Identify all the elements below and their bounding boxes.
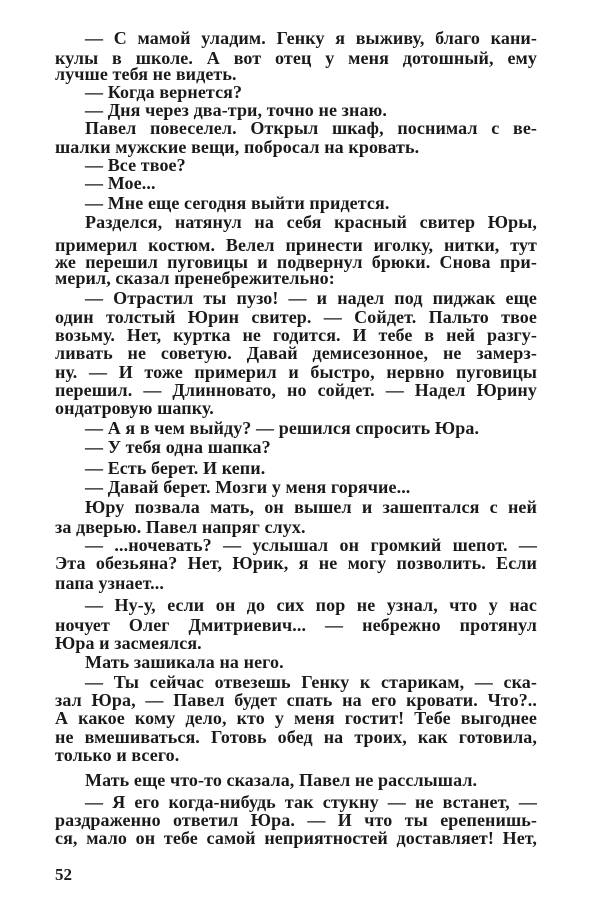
text-line: ливать не советую. Давай демисезонное, не замерз- [55, 343, 537, 363]
text-line: ся, мало он тебе самой неприятностей доставляет! Нет, [55, 828, 537, 848]
text-line: папа узнает... [55, 573, 164, 593]
text-line: — Отрастил ты пузо! — и надел под пиджак еще [85, 288, 537, 308]
text-line: зал Юра, — Павел будет спать на его кровати. Что?.. [55, 690, 537, 710]
text-line: ночует Олег Дмитриевич... — небрежно протянул [55, 615, 537, 635]
text-line: шалки мужские вещи, побросал на кровать. [55, 137, 420, 157]
text-line: — Я его когда-нибудь так стукну — не встанет, — [85, 792, 537, 812]
text-line: Мать зашикала на него. [85, 652, 284, 672]
text-line: — Все твое? [85, 155, 186, 175]
text-line: А какое кому дело, кто у меня гостит! Тебе выгоднее [55, 708, 537, 728]
text-line: — ...ночевать? — услышал он громкий шепот. — [85, 535, 537, 555]
text-line: же перешил пуговицы и подвернул брюки. Снова при- [55, 252, 537, 272]
text-line: кулы в школе. А вот отец у меня дотошный, ему [55, 48, 537, 68]
text-line: — С мамой уладим. Генку я выживу, благо кани- [85, 28, 537, 48]
text-line: возьму. Нет, куртка не годится. И тебе в ней разгу- [55, 325, 537, 345]
text-line: — Давай берет. Мозги у меня горячие... [85, 477, 411, 497]
text-line: только и всего. [55, 745, 180, 765]
text-line: — Ты сейчас отвезешь Генку к старикам, — ска- [85, 672, 537, 692]
text-line: примерил костюм. Велел принести иголку, нитки, тут [55, 235, 537, 255]
text-line: Павел повеселел. Открыл шкаф, поснимал с ве- [85, 118, 537, 138]
text-line: Юру позвала мать, он вышел и зашептался с ней [85, 497, 537, 517]
text-line: раздраженно ответил Юра. — И что ты ерепенишь- [55, 810, 537, 830]
text-line: — Дня через два-три, точно не знаю. [85, 100, 388, 120]
text-line: — У тебя одна шапка? [85, 437, 271, 457]
text-line: — Когда вернется? [85, 82, 243, 102]
text-line: Юра и засмеялся. [55, 633, 202, 653]
text-line: — Есть берет. И кепи. [85, 458, 266, 478]
text-line: мерил, сказал пренебрежительно: [55, 268, 335, 288]
text-line: перешил. — Длинновато, но сойдет. — Надел Юрину [55, 380, 537, 400]
text-line: ондатровую шапку. [55, 398, 214, 418]
text-line: Разделся, натянул на себя красный свитер Юры, [85, 212, 537, 232]
page-number: 52 [55, 865, 72, 884]
text-line: Эта обезьяна? Нет, Юрик, я не могу позволить. Если [55, 553, 537, 573]
text-line: Мать еще что-то сказала, Павел не расслышал. [85, 770, 478, 790]
text-line: ну. — И тоже примерил и быстро, нервно пуговицы [55, 362, 537, 382]
text-line: — Мне еще сегодня выйти придется. [85, 193, 390, 213]
text-line: один толстый Юрин свитер. — Сойдет. Пальто твое [55, 307, 537, 327]
text-line: лучше тебя не видеть. [55, 64, 237, 84]
text-line: — А я в чем выйду? — решился спросить Юра. [85, 418, 480, 438]
text-line: — Мое... [85, 173, 156, 193]
text-line: — Ну-у, если он до сих пор не узнал, что у нас [85, 595, 537, 615]
text-line: за дверью. Павел напряг слух. [55, 517, 306, 537]
text-line: не вмешиваться. Готовь обед на троих, как готовила, [55, 727, 537, 747]
